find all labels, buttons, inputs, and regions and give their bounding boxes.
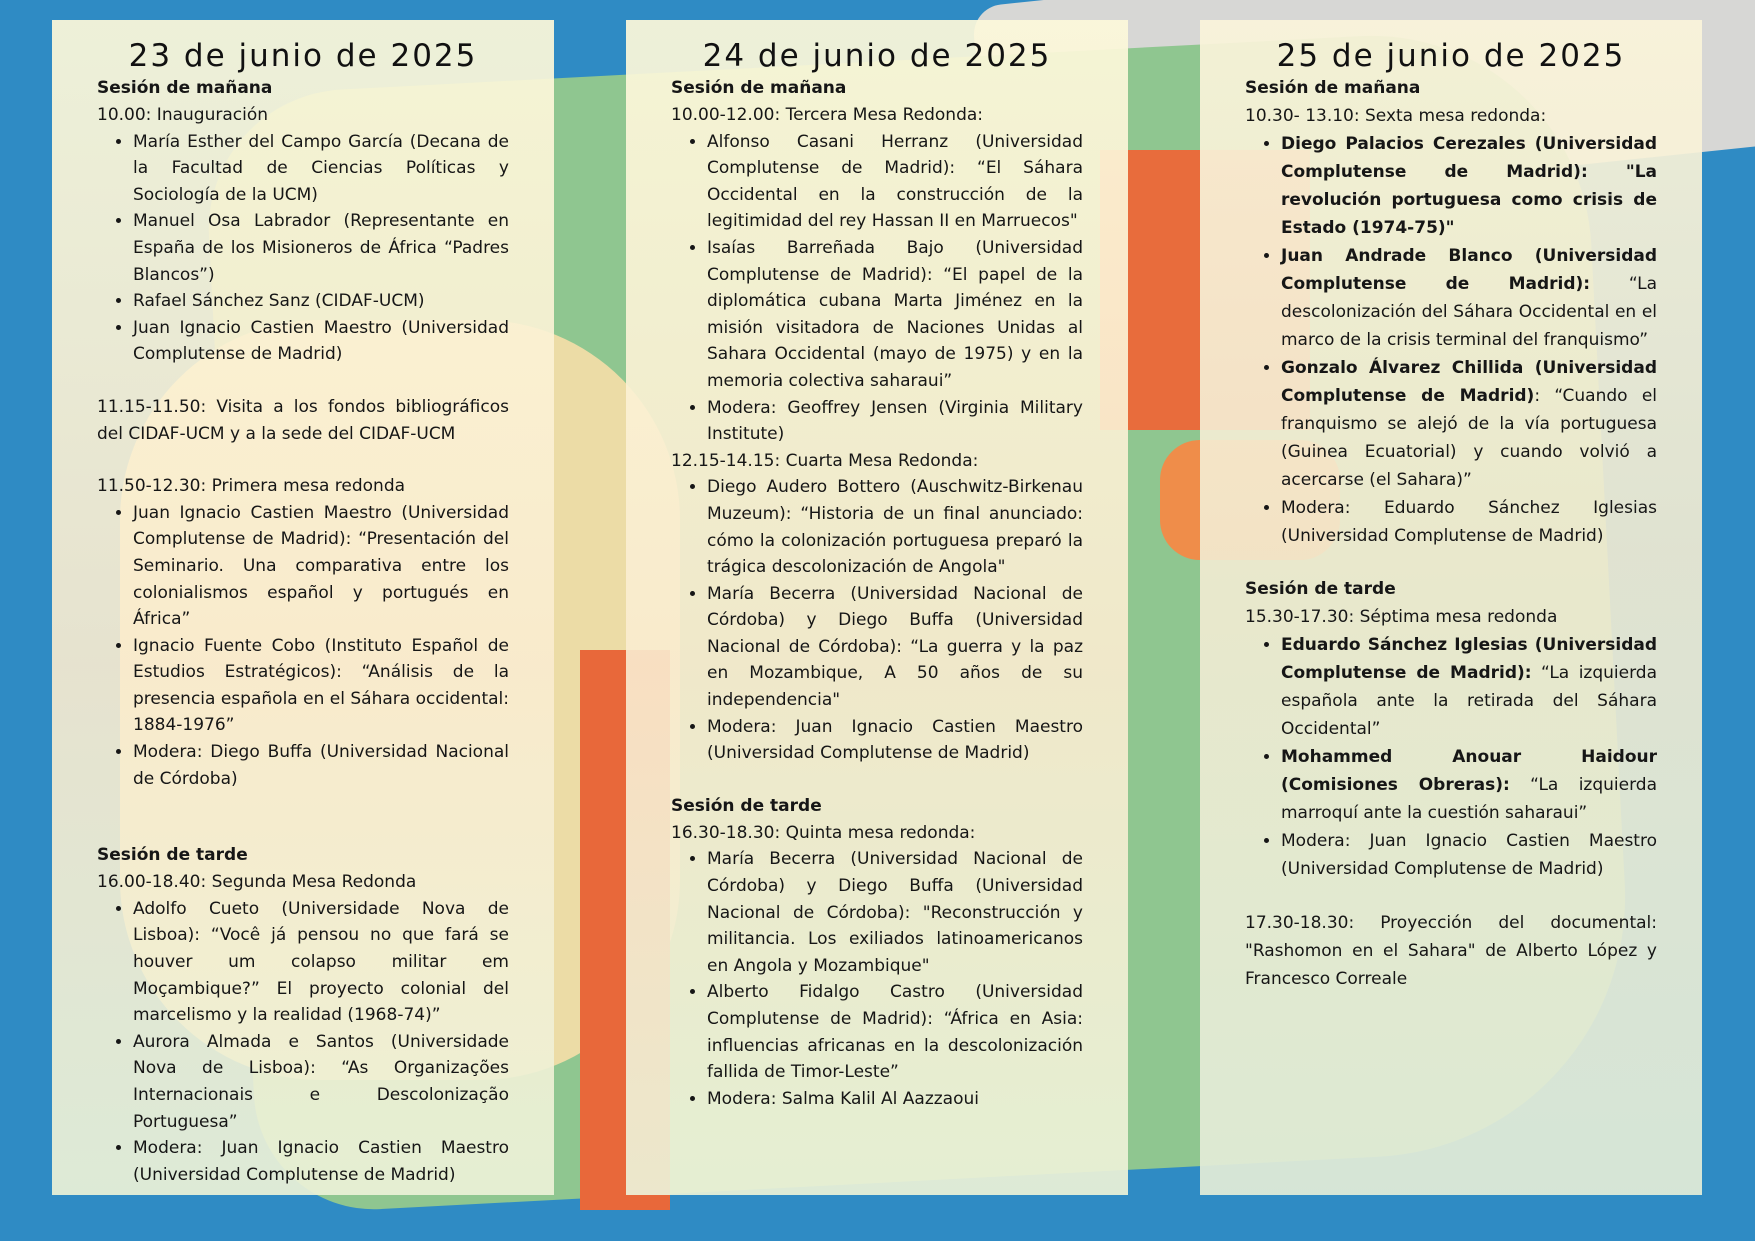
speaker-name: Gonzalo Álvarez Chillida (Universidad Complutense de Madrid) bbox=[1281, 358, 1657, 406]
day-panel-1 bbox=[52, 20, 554, 1195]
list-item: • Manuel Osa Labrador (Representante en España de los Misioneros de África “Padres Blancos”) bbox=[133, 208, 509, 288]
list-item: • Modera: Salma Kalil Al Aazzaoui bbox=[707, 1086, 1083, 1113]
talk-title: “La izquierda española ante la retirada del Sáhara Occidental” bbox=[1281, 663, 1657, 739]
speaker-name: Mohammed Anouar Haidour (Comisiones Obreras): bbox=[1281, 747, 1657, 795]
list-item: • Adolfo Cueto (Universidade Nova de Lisboa): “Você já pensou no que fará se houver um colapso militar em Moçambique?” El proyecto colonial del marcelismo y la realidad (1968-74)” bbox=[133, 896, 509, 1029]
list-item: • Modera: Juan Ignacio Castien Maestro (Universidad Complutense de Madrid) bbox=[133, 1135, 509, 1188]
talk-title: “La izquierda marroquí ante la cuestión saharaui” bbox=[1281, 775, 1657, 823]
spacer bbox=[97, 447, 509, 473]
list-item: • María Esther del Campo García (Decana de la Facultad de Ciencias Políticas y Sociología de la UCM) bbox=[133, 129, 509, 209]
speaker-name: Eduardo Sánchez Iglesias (Universidad Complutense de Madrid): bbox=[1281, 635, 1657, 683]
spacer bbox=[97, 368, 509, 394]
session-title-morning: Sesión de mañana bbox=[1245, 78, 1421, 98]
list-item: • Alberto Fidalgo Castro (Universidad Complutense de Madrid): “África en Asia: influencias africanas en la descolonización fallida de Timor-Leste” bbox=[707, 979, 1083, 1085]
list-item: • Juan Ignacio Castien Maestro (Universidad Complutense de Madrid): “Presentación del Seminario. Una comparativa entre los colonialismos español y portugués en África” bbox=[133, 500, 509, 633]
list-item: • Alfonso Casani Herranz (Universidad Complutense de Madrid): “El Sáhara Occidental en la construcción de la legitimidad del rey Hassan II en Marruecos" bbox=[707, 129, 1083, 235]
session-title-afternoon: Sesión de tarde bbox=[1245, 579, 1396, 599]
schedule-item: 10.00: Inauguración bbox=[97, 105, 268, 125]
schedule-item: 12.15-14.15: Cuarta Mesa Redonda: bbox=[671, 450, 979, 471]
day-title: 23 de junio de 2025 bbox=[128, 38, 478, 74]
list-item: • Rafael Sánchez Sanz (CIDAF-UCM) bbox=[133, 288, 509, 315]
schedule-item: 11.15-11.50: Visita a los fondos bibliográficos del CIDAF-UCM y a la sede del CIDAF-UCM bbox=[97, 396, 509, 444]
list-item: • María Becerra (Universidad Nacional de Córdoba) y Diego Buffa (Universidad Nacional de Córdoba): “La guerra y la paz en Mozambique, A 50 años de su independencia" bbox=[707, 581, 1083, 714]
talk-title: Modera: Eduardo Sánchez Iglesias (Universidad Complutense de Madrid) bbox=[1281, 498, 1657, 546]
spacer bbox=[1245, 883, 1657, 909]
list-item bbox=[1281, 242, 1657, 354]
spacer bbox=[1245, 550, 1657, 576]
speaker-list bbox=[97, 129, 509, 368]
list-item bbox=[1281, 130, 1657, 242]
speaker-list bbox=[671, 129, 1083, 448]
speaker-list bbox=[97, 896, 509, 1189]
spacer bbox=[97, 792, 509, 842]
day-panel-3 bbox=[1200, 20, 1702, 1195]
schedule-item: 11.50-12.30: Primera mesa redonda bbox=[97, 476, 406, 497]
list-item bbox=[1281, 743, 1657, 827]
session-title-morning: Sesión de mañana bbox=[671, 78, 847, 98]
list-item: • María Becerra (Universidad Nacional de Córdoba) y Diego Buffa (Universidad Nacional de Córdoba): "Reconstrucción y militancia. Los exiliados latinoamericanos en Angola y Mozambique" bbox=[707, 846, 1083, 979]
session-title-morning: Sesión de mañana bbox=[97, 78, 273, 98]
day-title: 24 de junio de 2025 bbox=[702, 38, 1052, 74]
list-item: • Aurora Almada e Santos (Universidade Nova de Lisboa): “As Organizações Internacionais e Descolonização Portuguesa” bbox=[133, 1029, 509, 1135]
list-item: • Modera: Geoffrey Jensen (Virginia Military Institute) bbox=[707, 395, 1083, 448]
list-item: • Modera: Diego Buffa (Universidad Nacional de Córdoba) bbox=[133, 739, 509, 792]
talk-title: : “Cuando el franquismo se alejó de la vía portuguesa (Guinea Ecuatorial) y cuando volvió a acercarse (el Sahara)” bbox=[1281, 386, 1658, 490]
speaker-name: Diego Palacios Cerezales (Universidad Complutense de Madrid): "La revolución portuguesa como crisis de Estado (1974-75)" bbox=[1281, 134, 1657, 238]
day-panel-2 bbox=[626, 20, 1128, 1195]
list-item bbox=[1281, 494, 1657, 550]
talk-title: “La descolonización del Sáhara Occidental en el marco de la crisis terminal del franquismo” bbox=[1281, 274, 1658, 350]
speaker-name: Juan Andrade Blanco (Universidad Complutense de Madrid): bbox=[1281, 246, 1657, 294]
list-item: • Juan Ignacio Castien Maestro (Universidad Complutense de Madrid) bbox=[133, 315, 509, 368]
schedule-item: 16.00-18.40: Segunda Mesa Redonda bbox=[97, 872, 417, 893]
speaker-list bbox=[1245, 130, 1657, 550]
list-item bbox=[1281, 354, 1657, 494]
session-title-afternoon: Sesión de tarde bbox=[671, 795, 822, 816]
day-title: 25 de junio de 2025 bbox=[1276, 38, 1626, 74]
spacer bbox=[671, 767, 1083, 793]
speaker-list bbox=[671, 846, 1083, 1112]
list-item: • Ignacio Fuente Cobo (Instituto Español de Estudios Estratégicos): “Análisis de la presencia española en el Sáhara occidental: 1884-1976” bbox=[133, 633, 509, 739]
talk-title: Modera: Juan Ignacio Castien Maestro (Universidad Complutense de Madrid) bbox=[1281, 831, 1657, 879]
schedule-item: 10.30- 13.10: Sexta mesa redonda: bbox=[1245, 106, 1547, 126]
session-title-afternoon: Sesión de tarde bbox=[97, 845, 248, 866]
schedule-item: 10.00-12.00: Tercera Mesa Redonda: bbox=[671, 105, 984, 125]
list-item: • Diego Audero Bottero (Auschwitz-Birkenau Muzeum): “Historia de un final anunciado: cómo la colonización portuguesa preparó la trágica descolonización de Angola" bbox=[707, 474, 1083, 580]
schedule-item: 15.30-17.30: Séptima mesa redonda bbox=[1245, 607, 1558, 627]
list-item bbox=[1281, 827, 1657, 883]
list-item bbox=[1281, 631, 1657, 743]
speaker-list bbox=[97, 500, 509, 793]
schedule-item: 16.30-18.30: Quinta mesa redonda: bbox=[671, 822, 976, 843]
list-item: • Isaías Barreñada Bajo (Universidad Complutense de Madrid): “El papel de la diplomática cubana Marta Jiménez en la misión visitadora de Naciones Unidas al Sahara Occidental (mayo de 1975) y en la memoria colectiva saharaui” bbox=[707, 235, 1083, 395]
list-item: • Modera: Juan Ignacio Castien Maestro (Universidad Complutense de Madrid) bbox=[707, 714, 1083, 767]
speaker-list bbox=[1245, 631, 1657, 883]
speaker-list bbox=[671, 474, 1083, 767]
schedule-item: 17.30-18.30: Proyección del documental: "Rashomon en el Sahara" de Alberto López y Francesco Correale bbox=[1245, 913, 1657, 989]
